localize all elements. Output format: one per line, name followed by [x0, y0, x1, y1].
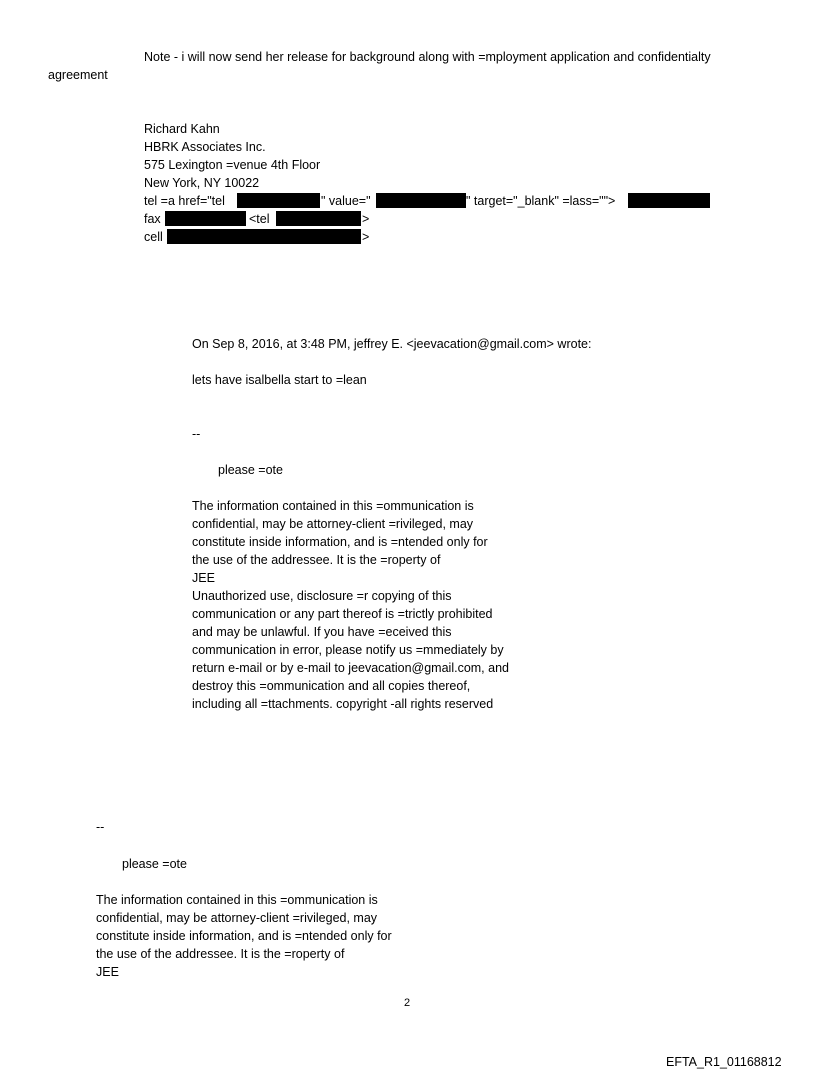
redaction-bar: [628, 193, 710, 208]
disclaimer-line: including all =ttachments. copyright -all rights reserved: [192, 697, 494, 711]
redaction-bar: [237, 193, 320, 208]
disclaimer-line: communication in error, please notify us =mmediately by: [192, 643, 504, 657]
sig-address-2: New York, NY 10022: [144, 176, 260, 190]
note-line-2: agreement: [48, 68, 108, 82]
sig-company: HBRK Associates Inc.: [144, 140, 266, 154]
sig-address-1: 575 Lexington =venue 4th Floor: [144, 158, 321, 172]
disclaimer-line: return e-mail or by e-mail to jeevacation@gmail.com, and: [192, 661, 509, 675]
quoted-separator: --: [192, 427, 201, 441]
sig-name: Richard Kahn: [144, 122, 220, 136]
footer-separator: --: [96, 820, 105, 834]
sig-tel-target: " target="_blank" =lass="">: [466, 194, 616, 208]
disclaimer-line: communication or any part thereof is =trictly prohibited: [192, 607, 493, 621]
sig-fax-label: fax: [144, 212, 161, 226]
disclaimer-line: The information contained in this =ommunication is: [192, 499, 474, 513]
disclaimer-line: the use of the addressee. It is the =roperty of: [192, 553, 441, 567]
footer-please-note: please =ote: [122, 857, 187, 871]
sig-tel-prefix: tel =a href="tel: [144, 194, 225, 208]
sig-cell-end: >: [362, 230, 370, 244]
sig-fax-end: >: [362, 212, 370, 226]
redaction-bar: [376, 193, 466, 208]
quoted-disclaimer: [192, 497, 509, 713]
document-id: EFTA_R1_01168812: [666, 1055, 782, 1069]
redaction-bar: [165, 211, 246, 226]
note-line-1: Note - i will now send her release for background along with =mployment application and confidentialty: [144, 50, 711, 64]
sig-fax-tel: <tel: [249, 212, 270, 226]
disclaimer-line: and may be unlawful. If you have =eceived this: [192, 625, 452, 639]
disclaimer-line: constitute inside information, and is =ntended only for: [192, 535, 488, 549]
disclaimer-line: confidential, may be attorney-client =rivileged, may: [96, 911, 378, 925]
disclaimer-line: Unauthorized use, disclosure =r copying of this: [192, 589, 452, 603]
disclaimer-line: confidential, may be attorney-client =rivileged, may: [192, 517, 474, 531]
disclaimer-line: JEE: [96, 965, 119, 979]
sig-tel-value: " value=": [321, 194, 371, 208]
disclaimer-line: the use of the addressee. It is the =roperty of: [96, 947, 345, 961]
sig-cell-label: cell: [144, 230, 163, 244]
redaction-bar: [276, 211, 361, 226]
disclaimer-line: constitute inside information, and is =ntended only for: [96, 929, 392, 943]
quoted-header: On Sep 8, 2016, at 3:48 PM, jeffrey E. <jeevacation@gmail.com> wrote:: [192, 337, 592, 351]
footer-disclaimer: [96, 891, 392, 981]
page-number: 2: [404, 997, 411, 1009]
disclaimer-line: destroy this =ommunication and all copies thereof,: [192, 679, 471, 693]
disclaimer-line: The information contained in this =ommunication is: [96, 893, 378, 907]
redaction-bar: [167, 229, 361, 244]
quoted-body: lets have isalbella start to =lean: [192, 373, 367, 387]
disclaimer-line: JEE: [192, 571, 215, 585]
quoted-please-note: please =ote: [218, 463, 283, 477]
